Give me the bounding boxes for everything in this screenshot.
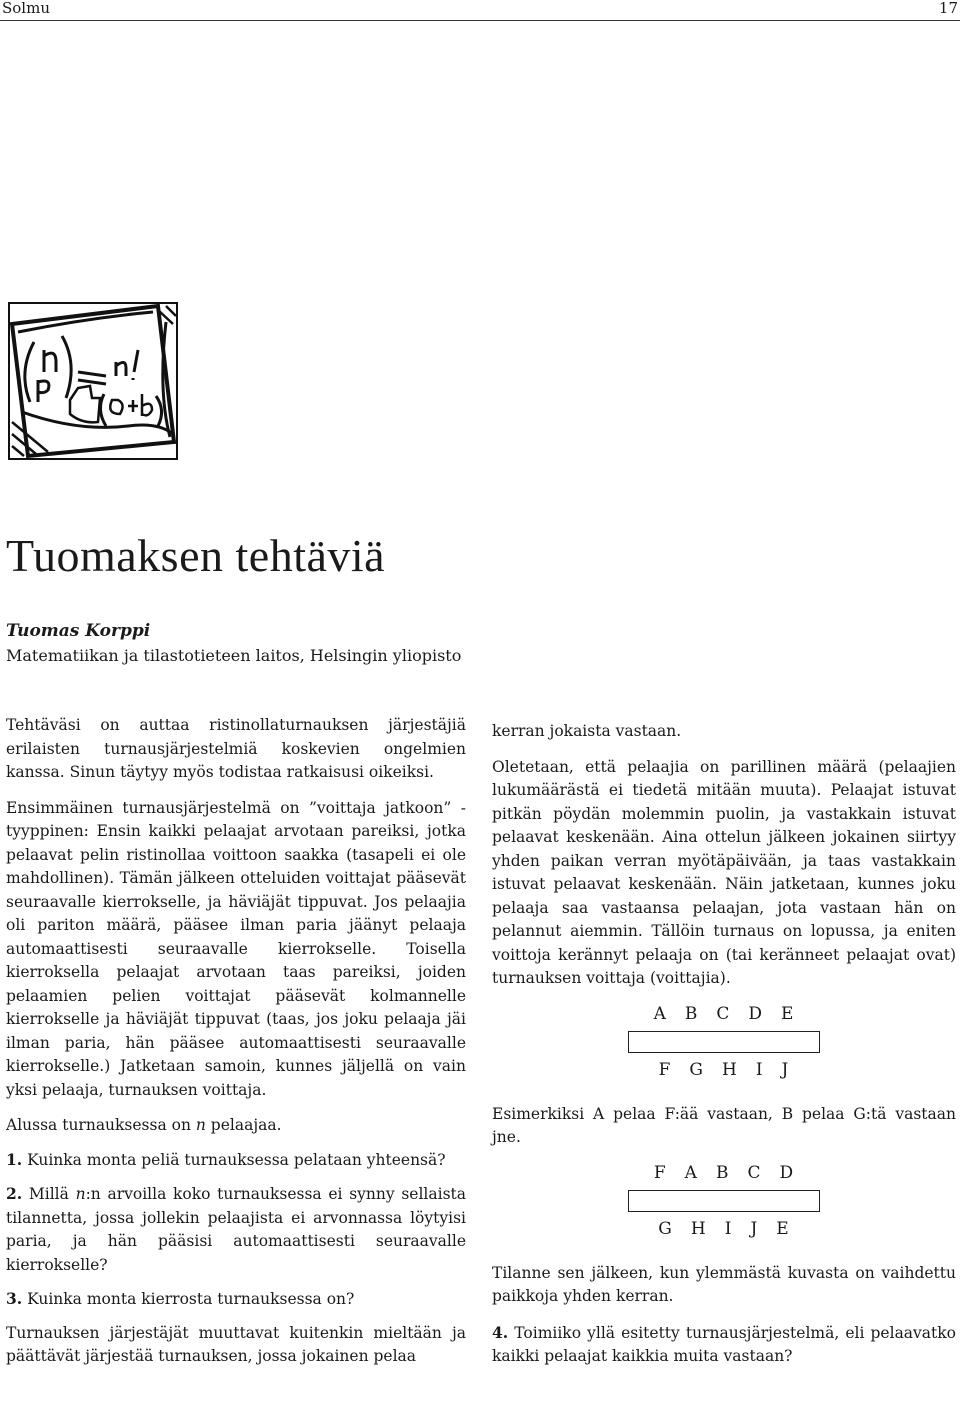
player-label: H (690, 1218, 707, 1239)
first-system-paragraph: Ensimmäinen turnausjärjestelmä on ”voittaja jatkoon” -tyyppinen: Ensin kaikki pelaajat arvotaan pareiksi, jotka pelaavat pelin ristinollaa voittoon saakka (tasapeli ei ole mahdollinen). Tämän jälkeen otteluiden voittajat pääsevät seuraavalle kierrokselle, ja häviäjät tippuvat. Jos pelaajia oli pariton määrä, pääsee ilman paria jäänyt pelaaja automaattisesti seuraavalle kierrokselle. Toisella kierroksella pelaajat arvotaan taas pareiksi, joiden pelaamien pelien voittajat pääsevät kolmannelle kierrokselle ja häviäjät tippuvat (taas, jos joku pelaaja jäi ilman paria, hän pääsee automaattisesti seuraavalle kierrokselle.) Jatketaan samoin, kunnes jäljellä on vain yksi pelaaja, turnauksen voittaja. (6, 798, 466, 1099)
player-label: A (684, 1162, 698, 1183)
top-row-players (492, 1162, 956, 1184)
setup-paragraph: Alussa turnauksessa on n pelaajaa. (6, 1116, 282, 1134)
right-column (492, 720, 956, 1381)
binomial-formula-sketch-icon (8, 302, 178, 460)
player-label: H (722, 1059, 738, 1080)
player-label: I (724, 1218, 733, 1239)
player-label: I (755, 1059, 764, 1080)
article-title: Tuomaksen tehtäviä (6, 530, 386, 581)
bottom-row-players (492, 1059, 956, 1081)
running-head (0, 0, 960, 21)
continuation-paragraph: kerran jokaista vastaan. (492, 722, 682, 740)
seating-diagram-2 (492, 1162, 956, 1240)
player-label: A (653, 1003, 667, 1024)
player-label: B (715, 1162, 730, 1183)
table-system-paragraph: Oletetaan, että pelaajia on parillinen määrä (pelaajien lukumäärästä ei tiedetä mitään muuta). Pelaajat istuvat pitkän pöydän molemmin puolin, ja vastakkain istuvat pelaavat keskenään. Aina ottelun jälkeen jokainen siirtyy yhden paikan verran myötäpäivään, ja taas vastakkain istuvat pelaavat keskenään. Näin jatketaan, kunnes joku pelaaja saa vastaansa pelaajan, jota vastaan hän on pelannut aiemmin. Tällöin turnaus on lopussa, ja eniten voittoja kerännyt pelaaja on (tai keränneet pelaajat ovat) turnauksen voittaja (voittajia). (492, 757, 956, 987)
page-number: 17 (938, 0, 958, 17)
seating-diagram-1 (492, 1003, 956, 1081)
journal-name: Solmu (2, 0, 50, 17)
example-paragraph: Esimerkiksi A pelaa F:ää vastaan, B pelaa G:tä vastaan jne. (492, 1104, 956, 1146)
player-label: C (716, 1003, 731, 1024)
question-4: 4. Toimiiko yllä esitetty turnausjärjestelmä, eli pelaavatko kaikki pelaajat kaikkia muita vastaan? (492, 1322, 956, 1365)
long-table (628, 1031, 820, 1053)
player-label: J (781, 1059, 790, 1080)
top-row-players (492, 1003, 956, 1025)
author-affiliation: Matematiikan ja tilastotieteen laitos, Helsingin yliopisto (6, 646, 462, 665)
player-label: F (653, 1162, 667, 1183)
player-label: E (776, 1218, 790, 1239)
left-column (6, 714, 466, 1381)
second-system-paragraph: Turnauksen järjestäjät muuttavat kuitenkin mieltään ja päättävät järjestää turnauksen, jossa jokainen pelaa (6, 1323, 466, 1365)
player-label: J (750, 1218, 759, 1239)
intro-paragraph: Tehtäväsi on auttaa ristinollaturnauksen järjestäjiä erilaisten turnausjärjestelmiä koskevien ongelmien kanssa. Sinun täytyy myös todistaa ratkaisusi oikeiksi. (6, 716, 466, 781)
question-2: 2. Millä n:n arvoilla koko turnauksessa ei synny sellaista tilannetta, jossa jollekin pelaajista ei arvonnassa löytyisi paria, ja hän pääsisi automaattisesti seuraavalle kierrokselle? (6, 1184, 466, 1274)
player-label: E (781, 1003, 795, 1024)
player-label: G (689, 1059, 704, 1080)
bottom-row-players (492, 1218, 956, 1240)
player-label: C (747, 1162, 762, 1183)
player-label: F (658, 1059, 672, 1080)
question-3: 3. Kuinka monta kierrosta turnauksessa on? (6, 1289, 355, 1308)
player-label: G (658, 1218, 673, 1239)
player-label: D (779, 1162, 795, 1183)
player-label: D (748, 1003, 763, 1024)
long-table (628, 1190, 820, 1212)
question-1: 1. Kuinka monta peliä turnauksessa pelataan yhteensä? (6, 1149, 446, 1169)
author-name: Tuomas Korppi (6, 621, 151, 641)
after-rotation-paragraph: Tilanne sen jälkeen, kun ylemmästä kuvasta on vaihdettu paikkoja yhden kerran. (492, 1263, 956, 1305)
player-label: B (684, 1003, 699, 1024)
